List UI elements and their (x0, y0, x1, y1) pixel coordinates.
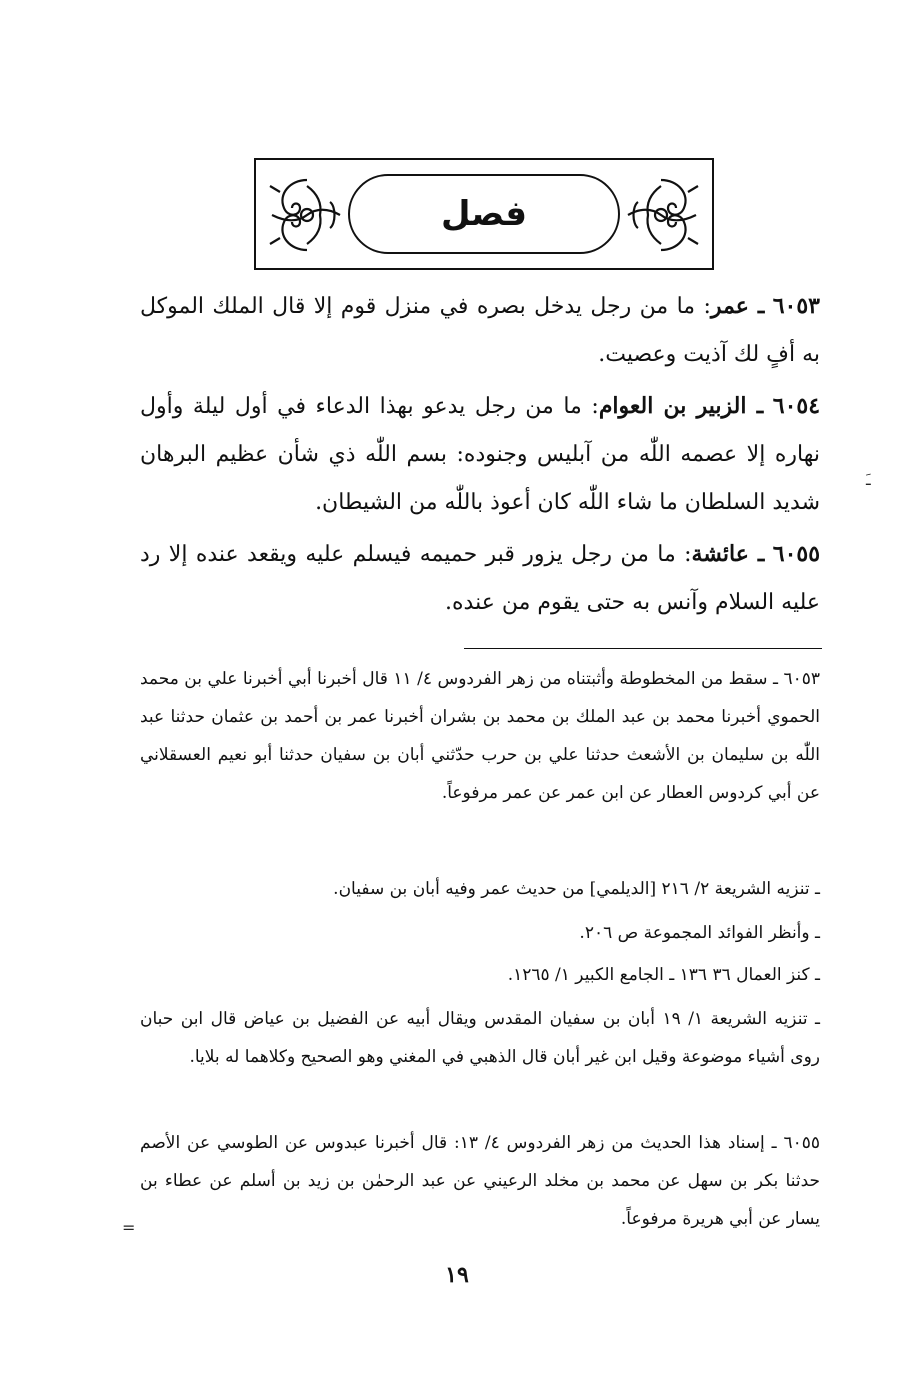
hadith-number: ٦٠٥٣ (772, 293, 820, 319)
footnote: ـ وأنظر الفوائد المجموعة ص ٢٠٦. (579, 923, 820, 943)
footnote: ـ كنز العمال ٣٦ ١٣٦ ـ الجامع الكبير ١/ ١٢٦٥. (507, 965, 820, 985)
hadith-text: ما من رجل يدخل بصره في منزل قوم إلا قال الملك الموكل به أفٍ لك آذيت وعصيت. (140, 294, 820, 367)
hadith-number: ٦٠٥٥ (772, 541, 821, 567)
title-cartouche (348, 174, 620, 254)
page-number: ١٩ (445, 1262, 469, 1288)
margin-mark: ـَ (866, 470, 871, 489)
hadith-entry: ٦٠٥٤ ـ الزبير بن العوام: ما من رجل يدعو بهذا الدعاء في أول ليلة وأول نهاره إلا عصمه اللّٰه من آبليس وجنوده: بسم اللّٰه ذي شأن عظيم البرهان شديد السلطان ما شاء اللّٰه كان أعوذ باللّٰه من الشيطان. (140, 393, 821, 515)
hadith-text: ما من رجل يدعو بهذا الدعاء في أول ليلة وأول نهاره إلا عصمه اللّٰه من آبليس وجنوده: بسم اللّٰه ذي شأن عظيم البرهان شديد السلطان ما شاء اللّٰه كان أعوذ باللّٰه من الشيطان. (140, 394, 820, 515)
hadith-narrator: الزبير بن العوام (598, 393, 747, 419)
hadith-entry: ٦٠٥٥ ـ عائشة: ما من رجل يزور قبر حميمه فيسلم عليه ويقعد عنده إلا رد عليه السلام وآنس به حتى يقوم من عنده. (140, 541, 821, 615)
chapter-header-frame (254, 158, 714, 270)
margin-mark: = (122, 1218, 136, 1237)
chapter-title: فصل (440, 194, 528, 234)
footnote: ـ تنزيه الشريعة ١/ ١٩ أبان بن سفيان المقدس ويقال أبيه عن الفضيل بن عياض قال ابن حبان روى أشياء موضوعة وقيل ابن غير أبان قال الذهبي في المغني وهو الصحيح وكلاهما له بلايا. (140, 1009, 820, 1067)
footnote: ٦٠٥٥ ـ إسناد هذا الحديث من زهر الفردوس ٤/ ١٣: قال أخبرنا عبدوس عن الطوسي عن الأصم حدثنا بكر بن سهل عن محمد بن مخلد الرعيني عن عبد الرحمٰن بن زيد بن أسلم عن عطاء بن يسار عن أبي هريرة مرفوعاً. (140, 1133, 820, 1229)
footnote: ـ تنزيه الشريعة ٢/ ٢١٦ [الديلمي] من حديث عمر وفيه أبان بن سفيان. (333, 879, 820, 899)
hadith-narrator: عائشة (691, 541, 749, 567)
hadith-number: ٦٠٥٤ (772, 393, 821, 419)
footnote: ٦٠٥٣ ـ سقط من المخطوطة وأثبتناه من زهر الفردوس ٤/ ١١ قال أخبرنا أبي أخبرنا علي بن محمد الحموي أخبرنا محمد بن عبد الملك بن محمد بن بشران أخبرنا عمر بن أحمد بن عثمان حدثنا عبد اللّٰه بن سليمان بن الأشعث حدثنا علي بن حرب حدّثني أبان بن سفيان حدثنا أبو نعيم العسقلاني عن أبي كردوس العطار عن ابن عمر عن عمر مرفوعاً. (140, 669, 821, 803)
arabesque-ornament-icon (618, 172, 704, 258)
hadith-text: ما من رجل يزور قبر حميمه فيسلم عليه ويقعد عنده إلا رد عليه السلام وآنس به حتى يقوم من عنده. (140, 542, 820, 615)
footnote-separator (464, 648, 822, 649)
hadith-entry: ٦٠٥٣ ـ عمر: ما من رجل يدخل بصره في منزل قوم إلا قال الملك الموكل به أفٍ لك آذيت وعصيت. (140, 293, 820, 367)
arabesque-ornament-icon (264, 172, 350, 258)
hadith-narrator: عمر (710, 293, 749, 319)
